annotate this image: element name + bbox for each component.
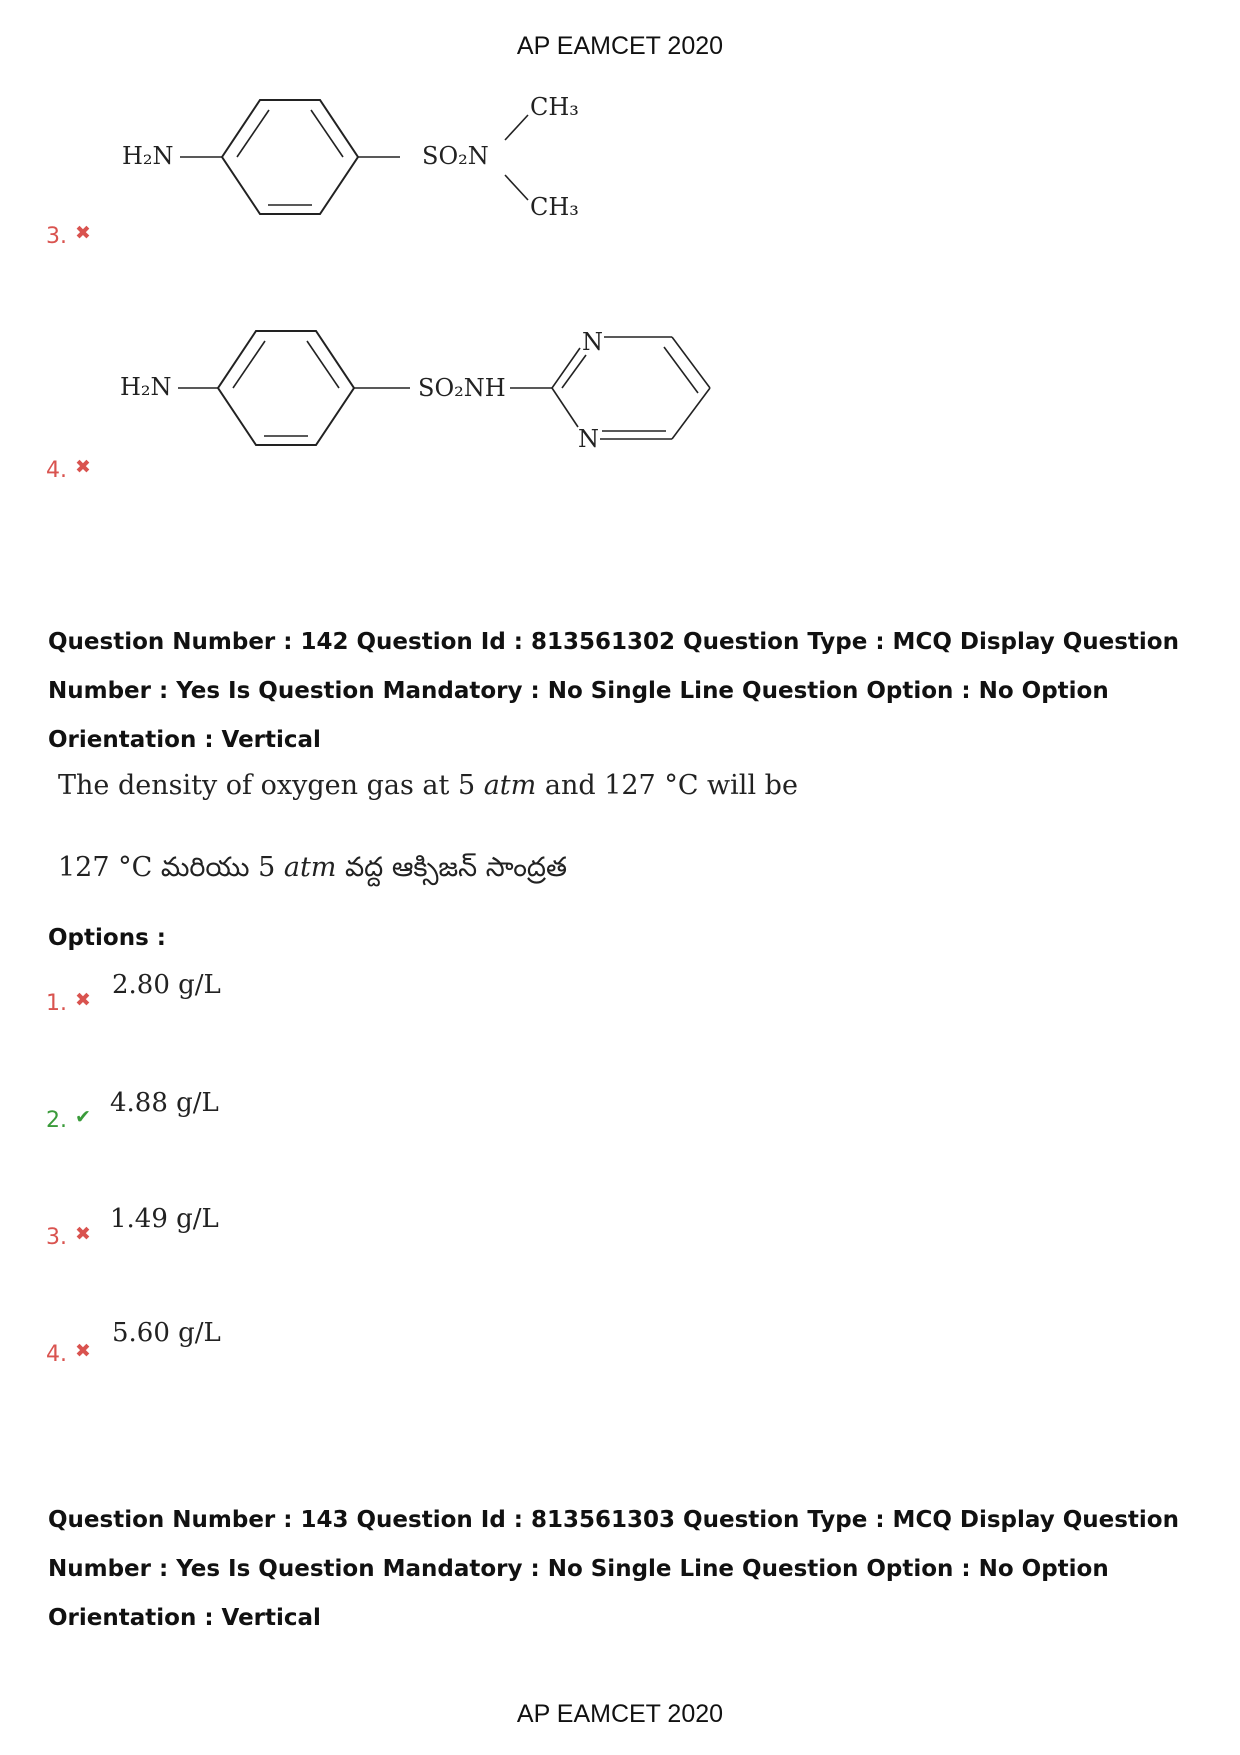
option-1-value: 2.80 g/L	[112, 970, 221, 1000]
option-3	[46, 1225, 91, 1250]
cross-icon: ✖	[75, 456, 91, 478]
option-2	[46, 1108, 91, 1133]
structure-option-3	[100, 85, 620, 235]
prev-option-3	[46, 224, 91, 249]
structure-option-4	[100, 315, 720, 475]
meta-line: Number : Yes Is Question Mandatory : No Single Line Question Option : No Option	[48, 678, 1109, 704]
option-number: 2.	[46, 1108, 67, 1133]
option-3-value: 1.49 g/L	[110, 1204, 219, 1234]
cross-icon: ✖	[75, 1223, 91, 1245]
option-1	[46, 991, 91, 1016]
structure-left-group: H₂N	[122, 142, 174, 170]
option-4-value: 5.60 g/L	[112, 1318, 221, 1348]
check-icon: ✔	[75, 1106, 91, 1128]
meta-line: Number : Yes Is Question Mandatory : No Single Line Question Option : No Option	[48, 1556, 1109, 1582]
page-footer: AP EAMCET 2020	[516, 1700, 724, 1728]
question-text-english: The density of oxygen gas at 5 atm and 127 °C will be	[58, 770, 798, 801]
structure-methyl-top: CH₃	[530, 93, 579, 121]
option-number: 3.	[46, 224, 67, 249]
option-4	[46, 1342, 91, 1367]
structure-right-group: SO₂N	[422, 142, 489, 170]
question-143-meta	[48, 1496, 1198, 1643]
option-number: 1.	[46, 991, 67, 1016]
meta-line: Orientation : Vertical	[48, 1605, 321, 1631]
cross-icon: ✖	[75, 222, 91, 244]
question-text-telugu: 127 °C మరియు 5 atm వద్ద ఆక్సిజన్ సాంద్రత	[58, 852, 568, 883]
meta-line: Question Number : 143 Question Id : 813561303 Question Type : MCQ Display Question	[48, 1507, 1179, 1533]
prev-option-4	[46, 458, 91, 483]
option-number: 4.	[46, 458, 67, 483]
option-2-value: 4.88 g/L	[110, 1088, 219, 1118]
structure-right-group: SO₂NH	[418, 374, 506, 402]
ring-nitrogen-bottom: N	[578, 425, 599, 453]
meta-line: Question Number : 142 Question Id : 813561302 Question Type : MCQ Display Question	[48, 629, 1179, 655]
cross-icon: ✖	[75, 1340, 91, 1362]
question-142-meta	[48, 618, 1198, 765]
page-header: AP EAMCET 2020	[516, 32, 724, 60]
cross-icon: ✖	[75, 989, 91, 1011]
options-label: Options :	[48, 925, 166, 951]
ring-nitrogen-top: N	[582, 328, 603, 356]
option-number: 4.	[46, 1342, 67, 1367]
meta-line: Orientation : Vertical	[48, 727, 321, 753]
structure-left-group: H₂N	[120, 373, 172, 401]
option-number: 3.	[46, 1225, 67, 1250]
structure-methyl-bottom: CH₃	[530, 193, 579, 221]
